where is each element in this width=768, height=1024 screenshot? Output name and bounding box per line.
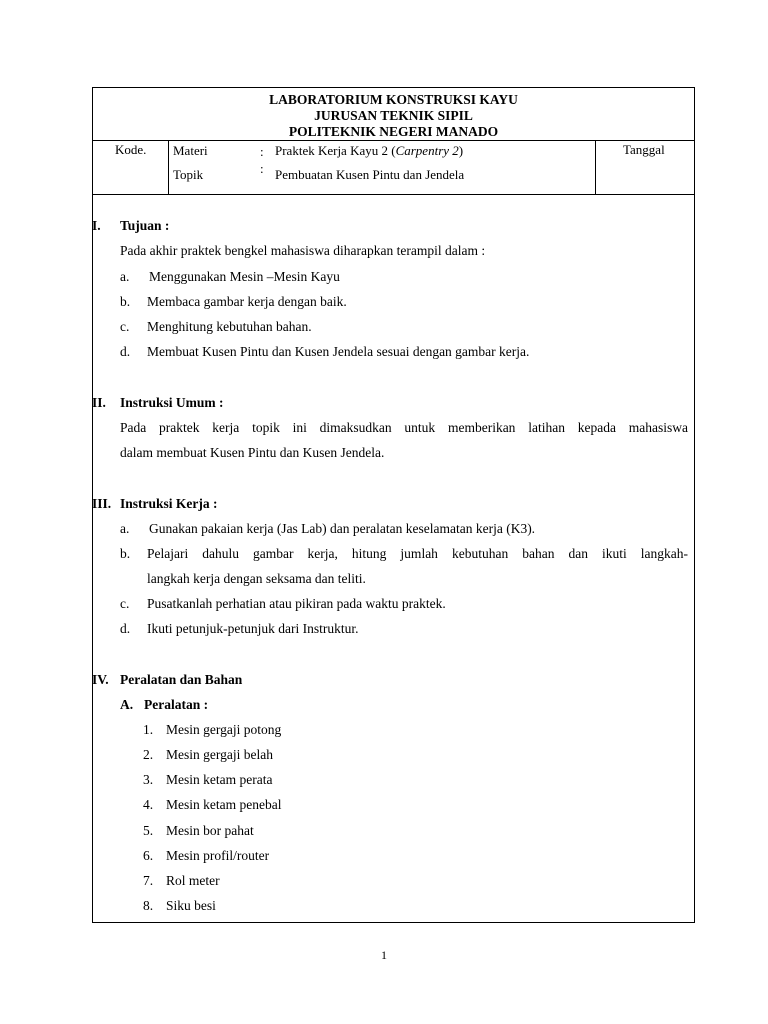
list-item: Mesin gergaji belah [166,747,273,762]
section-intro: Pada akhir praktek bengkel mahasiswa diharapkan terampil dalam : [120,243,486,258]
list-letter: d. [120,621,131,636]
list-item: Membuat Kusen Pintu dan Kusen Jendela sesuai dengan gambar kerja. [147,344,530,359]
list-item: Ikuti petunjuk-petunjuk dari Instruktur. [147,621,359,636]
header-line-2: JURUSAN TEKNIK SIPIL [314,108,473,123]
list-item: Pusatkanlah perhatian atau pikiran pada waktu praktek. [147,596,446,611]
list-letter: a. [120,269,130,284]
paragraph-line: Pada praktek kerja topik ini dimaksudkan untuk memberikan latihan kepada mahasiswa [120,420,688,435]
divider [168,141,169,194]
list-letter: b. [120,294,131,309]
list-number: 6. [143,848,154,863]
subsection-letter: A. [120,697,134,712]
materi-label: Materi [173,143,208,158]
list-item-continuation: langkah kerja dengan seksama dan teliti. [147,571,366,586]
info-row [93,141,694,195]
kode-label: Kode. [115,142,147,157]
list-item: Pelajari dahulu gambar kerja, hitung jumlah kebutuhan bahan dan ikuti langkah- [147,546,688,561]
section-number: III. [92,496,112,511]
list-number: 3. [143,772,154,787]
list-item: Gunakan pakaian kerja (Jas Lab) dan peralatan keselamatan kerja (K3). [149,521,536,536]
list-item: Mesin bor pahat [166,823,254,838]
list-item: Rol meter [166,873,220,888]
section-number: I. [92,218,101,233]
list-number: 5. [143,823,154,838]
list-number: 7. [143,873,154,888]
list-number: 4. [143,797,154,812]
list-letter: b. [120,546,131,561]
list-item: Membaca gambar kerja dengan baik. [147,294,347,309]
list-letter: c. [120,596,130,611]
section-title: Instruksi Kerja : [120,496,218,511]
topik-colon: : [260,161,264,176]
subsection-title: Peralatan : [144,697,209,712]
list-number: 8. [143,898,154,913]
materi-value: Praktek Kerja Kayu 2 (Carpentry 2) [275,143,464,158]
list-number: 1. [143,722,154,737]
header-line-3: POLITEKNIK NEGERI MANADO [288,124,499,139]
list-item: Mesin ketam penebal [166,797,282,812]
list-item: Mesin profil/router [166,848,270,863]
tanggal-label: Tanggal [623,142,665,157]
section-number: IV. [92,672,109,687]
paragraph-line: dalam membuat Kusen Pintu dan Kusen Jendela. [120,445,385,460]
list-letter: d. [120,344,131,359]
list-letter: a. [120,521,130,536]
section-title: Instruksi Umum : [120,395,224,410]
list-item: Mesin ketam perata [166,772,273,787]
topik-label: Topik [173,167,204,182]
list-item: Siku besi [166,898,216,913]
document-header [93,88,694,141]
list-item: Menggunakan Mesin –Mesin Kayu [149,269,340,284]
list-letter: c. [120,319,130,334]
header-line-1: LABORATORIUM KONSTRUKSI KAYU [269,92,518,107]
list-item: Mesin gergaji potong [166,722,282,737]
topik-value: Pembuatan Kusen Pintu dan Jendela [275,167,465,182]
section-title: Peralatan dan Bahan [120,672,243,687]
section-number: II. [92,395,106,410]
materi-colon: : [260,144,264,159]
page-number: 1 [381,948,387,962]
list-number: 2. [143,747,154,762]
section-title: Tujuan : [120,218,170,233]
list-item: Menghitung kebutuhan bahan. [147,319,312,334]
divider [595,141,596,194]
